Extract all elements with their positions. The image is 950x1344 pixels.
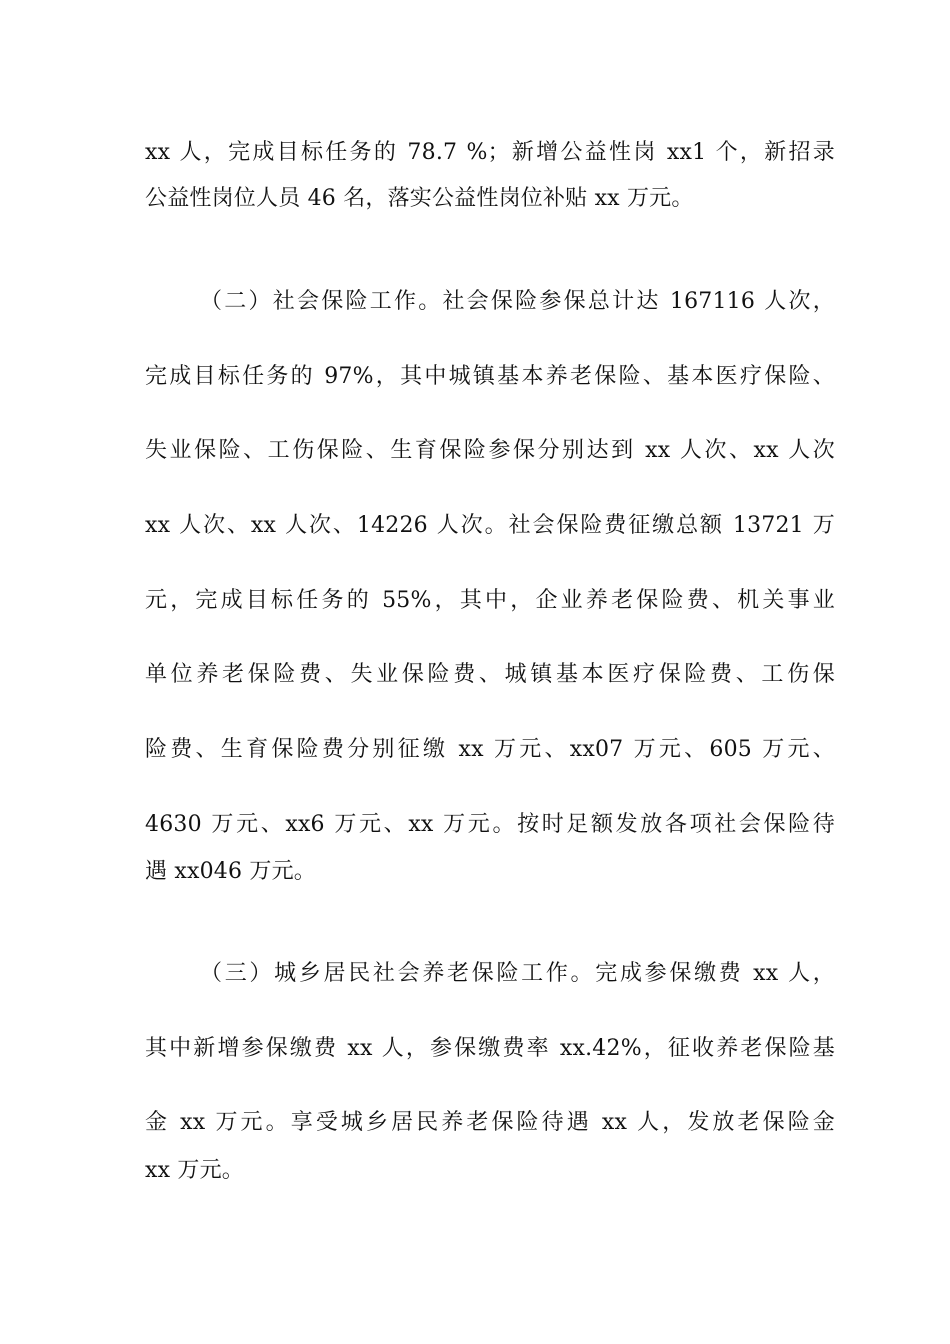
text-line: 完成目标任务的 97%，其中城镇基本养老保险、基本医疗保险、 [145,364,835,389]
text-line: xx 万元。 [145,1158,245,1183]
text-line: 4630 万元、xx6 万元、xx 万元。按时足额发放各项社会保险待 [145,812,835,837]
text-line: 险费、生育保险费分别征缴 xx 万元、xx07 万元、605 万元、 [145,737,835,762]
text-line: 公益性岗位人员 46 名，落实公益性岗位补贴 xx 万元。 [145,186,694,211]
section-heading-line: （三）城乡居民社会养老保险工作。完成参保缴费 xx 人， [200,961,835,986]
text-line: 元，完成目标任务的 55%，其中，企业养老保险费、机关事业 [145,588,835,613]
text-line: 其中新增参保缴费 xx 人，参保缴费率 xx.42%，征收养老保险基 [145,1036,835,1061]
text-line: xx 人次、xx 人次、14226 人次。社会保险费征缴总额 13721 万 [145,513,835,538]
text-line: xx 人，完成目标任务的 78.7 %；新增公益性岗 xx1 个，新招录 [145,140,835,165]
text-line: 金 xx 万元。享受城乡居民养老保险待遇 xx 人，发放老保险金 [145,1110,835,1135]
text-line: 遇 xx046 万元。 [145,859,316,884]
text-line: 失业保险、工伤保险、生育保险参保分别达到 xx 人次、xx 人次 [145,438,835,463]
section-heading-line: （二）社会保险工作。社会保险参保总计达 167116 人次， [200,289,835,314]
text-line: 单位养老保险费、失业保险费、城镇基本医疗保险费、工伤保 [145,662,835,687]
